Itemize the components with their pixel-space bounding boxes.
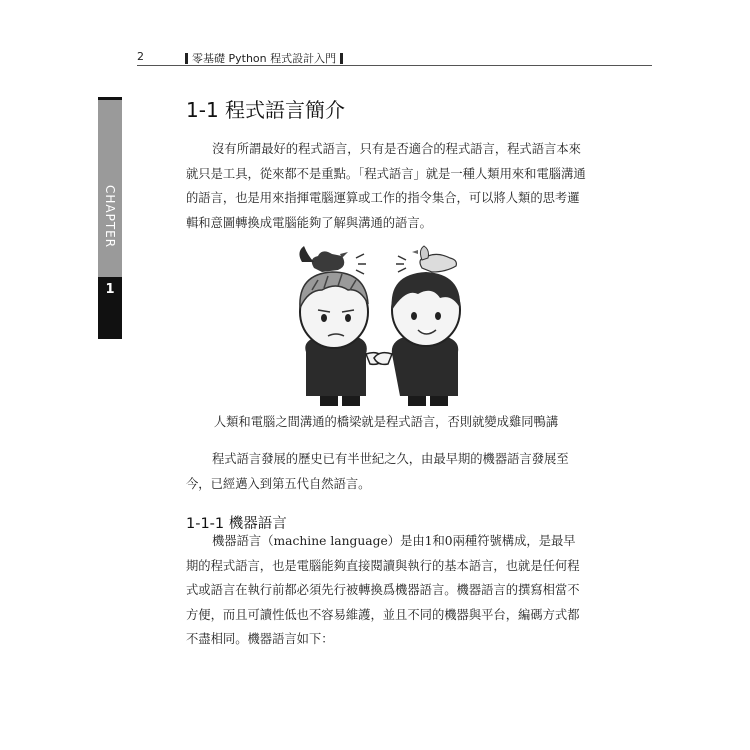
title-bar-right: [340, 53, 343, 64]
subsection-title: 1-1-1 機器語言: [186, 516, 287, 532]
intro-paragraph: [186, 137, 586, 235]
book-title: [185, 50, 343, 66]
left-character: [299, 246, 384, 406]
section-title: 1-1 程式語言簡介: [186, 98, 346, 122]
book-title-text: 零基礎 Python 程式設計入門: [192, 52, 337, 65]
header-rule: [137, 65, 652, 66]
figure-caption: 人類和電腦之間溝通的橋梁就是程式語言，否則就變成雞同鴨講: [213, 415, 559, 429]
history-paragraph: [186, 447, 586, 496]
right-character: [374, 246, 460, 406]
chapter-number: 1: [105, 282, 115, 297]
history-paragraph-text: 程式語言發展的歷史已有半世紀之久，由最早期的機器語言發展至今，已經邁入到第五代自然語言。: [186, 452, 569, 491]
running-header: [137, 50, 652, 66]
page-number: 2: [137, 50, 144, 63]
chapter-label: CHAPTER: [103, 185, 117, 249]
illustration-human-computer: [262, 244, 496, 408]
intro-paragraph-text: 沒有所謂最好的程式語言，只有是否適合的程式語言，程式語言本來就只是工具，從來都不是重點。「程式語言」就是一種人類用來和電腦溝通的語言，也是用來指揮電腦運算或工作的指令集合，可以將人類的思考邏輯和意圖轉換成電腦能夠了解與溝通的語言。: [186, 142, 586, 230]
machine-language-paragraph: [186, 529, 586, 652]
machine-language-paragraph-text: 機器語言（machine language）是由1和0兩種符號構成，是最早期的程式語言，也是電腦能夠直接閱讀與執行的基本語言，也就是任何程式或語言在執行前都必須先行被轉換爲機器語言。機器語言的撰寫相當不方便，而且可讀性低也不容易維護，並且不同的機器與平台，編碼方式都不盡相同。機器語言如下：: [186, 534, 580, 646]
chapter-tab: [98, 97, 122, 339]
title-bar-left: [185, 53, 188, 64]
